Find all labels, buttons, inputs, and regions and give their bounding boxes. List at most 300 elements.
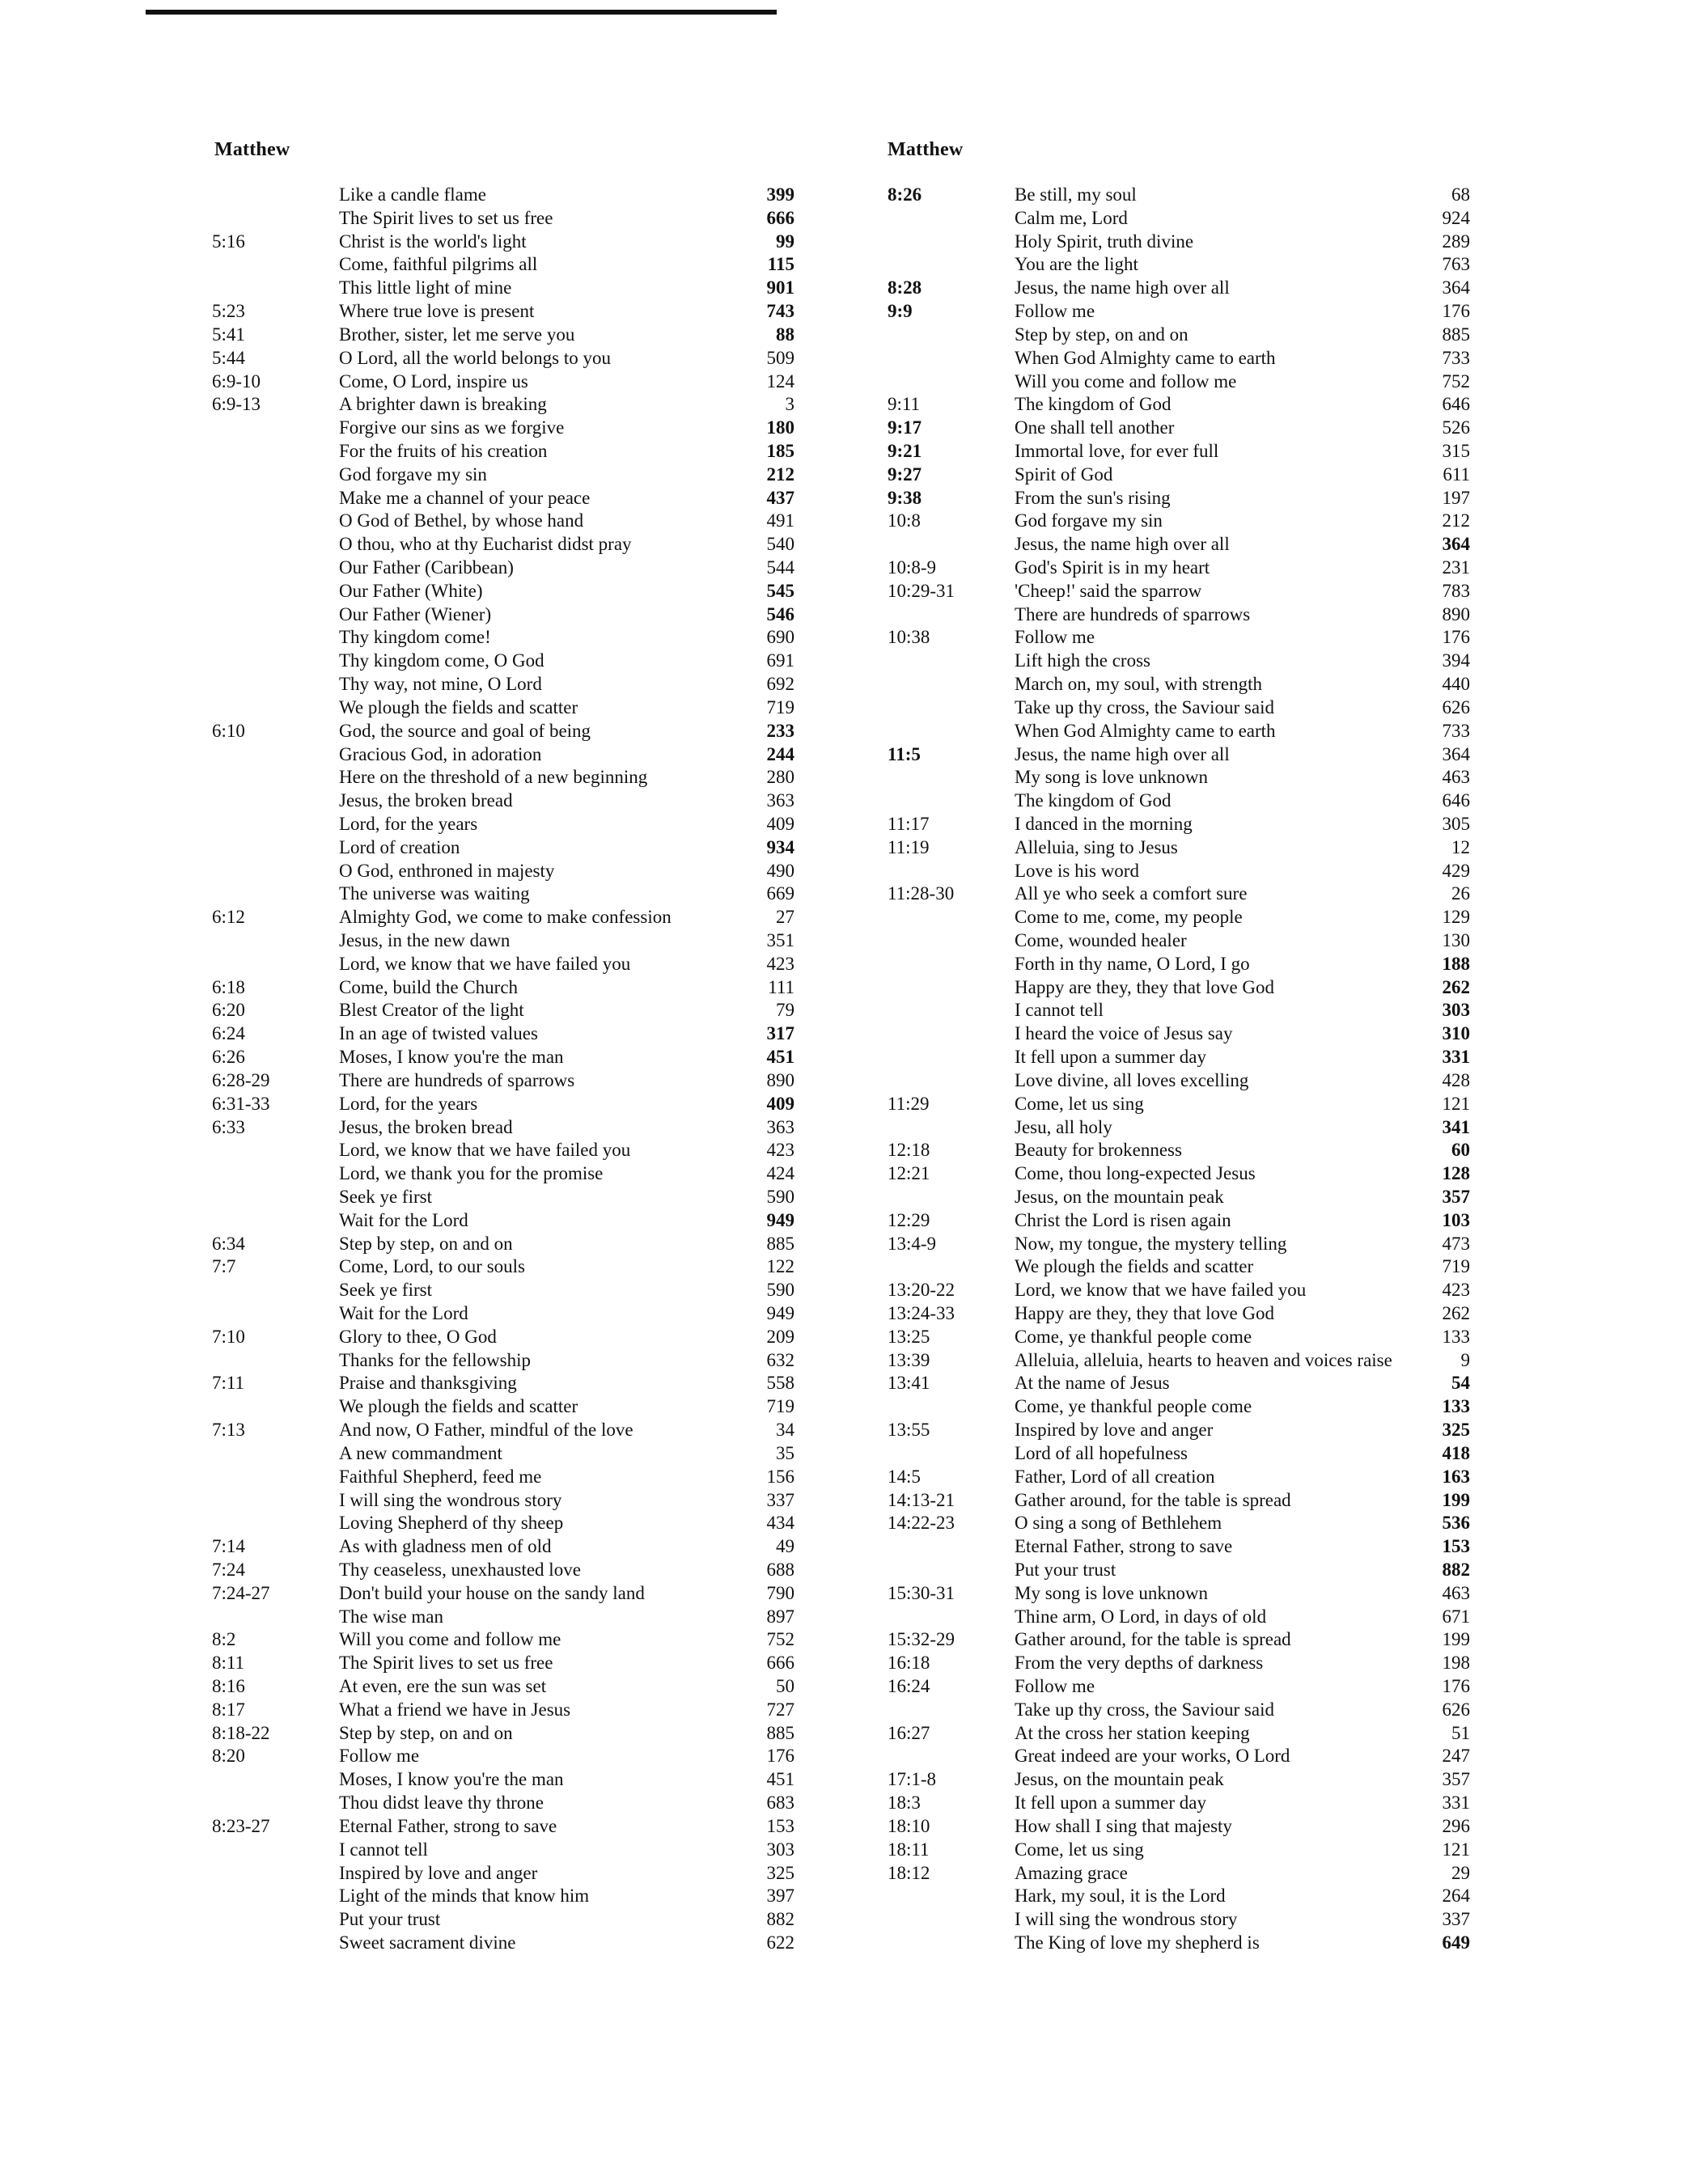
hymn-title: Lord, we know that we have failed you xyxy=(1015,1280,1307,1301)
hymn-number: 50 xyxy=(776,1676,794,1696)
hymn-title: This little light of mine xyxy=(339,277,512,298)
hymn-number: 451 xyxy=(766,1047,794,1068)
index-row xyxy=(212,1349,811,1373)
hymn-title: Lord of all hopefulness xyxy=(1015,1442,1188,1463)
index-row xyxy=(888,882,1478,906)
index-row xyxy=(212,184,811,207)
index-row xyxy=(888,1652,1478,1675)
index-row xyxy=(212,766,811,789)
left-index-column xyxy=(212,184,811,1955)
hymn-title: It fell upon a summer day xyxy=(1015,1792,1206,1814)
hymn-number: 666 xyxy=(766,1653,794,1674)
hymn-number: 357 xyxy=(1442,1186,1470,1207)
hymn-number: 509 xyxy=(766,347,794,368)
hymn-title: I danced in the morning xyxy=(1015,813,1193,834)
index-row xyxy=(212,1466,811,1489)
hymn-number: 341 xyxy=(1442,1116,1470,1137)
scripture-reference: 17:1-8 xyxy=(888,1769,937,1790)
hymn-title: As with gladness men of old xyxy=(339,1536,552,1557)
hymn-number: 233 xyxy=(766,720,794,741)
hymn-number: 364 xyxy=(1442,277,1470,298)
hymn-number: 176 xyxy=(1442,1676,1470,1696)
index-row xyxy=(212,743,811,767)
hymn-title: The universe was waiting xyxy=(339,883,530,904)
index-row xyxy=(888,766,1478,789)
hymn-number: 934 xyxy=(766,836,794,857)
hymn-number: 733 xyxy=(1442,720,1470,741)
hymn-title: Thy kingdom come, O God xyxy=(339,650,544,671)
index-row xyxy=(212,1069,811,1093)
scripture-reference: 15:32-29 xyxy=(888,1629,955,1650)
hymn-title: Our Father (White) xyxy=(339,580,483,601)
scripture-reference: 8:16 xyxy=(212,1676,245,1696)
hymn-number: 632 xyxy=(766,1349,794,1370)
hymn-title: And now, O Father, mindful of the love xyxy=(339,1420,633,1441)
hymn-title: Brother, sister, let me serve you xyxy=(339,324,575,345)
hymn-title: Follow me xyxy=(1015,1676,1095,1696)
hymn-title: Wait for the Lord xyxy=(339,1303,468,1323)
index-row xyxy=(888,906,1478,929)
hymn-number: 666 xyxy=(766,207,794,228)
hymn-title: Love is his word xyxy=(1015,860,1139,881)
index-row xyxy=(212,231,811,254)
index-row xyxy=(212,1209,811,1233)
index-row xyxy=(212,324,811,347)
hymn-number: 649 xyxy=(1442,1932,1470,1953)
hymn-title: Lord of creation xyxy=(339,836,460,857)
scripture-reference: 5:41 xyxy=(212,324,245,345)
hymn-number: 590 xyxy=(766,1280,794,1301)
hymn-title: Eternal Father, strong to save xyxy=(339,1815,557,1836)
index-row xyxy=(888,673,1478,696)
hymn-number: 437 xyxy=(766,487,794,508)
hymn-title: March on, my soul, with strength xyxy=(1015,674,1262,695)
index-row xyxy=(888,1419,1478,1442)
hymn-number: 296 xyxy=(1442,1815,1470,1836)
hymn-number: 247 xyxy=(1442,1746,1470,1767)
hymn-number: 428 xyxy=(1442,1069,1470,1090)
hymn-title: Hark, my soul, it is the Lord xyxy=(1015,1886,1226,1907)
hymn-number: 12 xyxy=(1451,836,1470,857)
index-row xyxy=(212,789,811,813)
scripture-reference: 18:12 xyxy=(888,1862,930,1883)
hymn-title: Take up thy cross, the Saviour said xyxy=(1015,696,1274,717)
hymn-number: 317 xyxy=(766,1023,794,1044)
hymn-number: 315 xyxy=(1442,440,1470,461)
hymn-title: For the fruits of his creation xyxy=(339,440,548,461)
index-row xyxy=(212,347,811,370)
index-row xyxy=(888,813,1478,836)
scripture-reference: 8:18-22 xyxy=(212,1722,270,1743)
hymn-title: Now, my tongue, the mystery telling xyxy=(1015,1233,1287,1254)
hymn-number: 418 xyxy=(1442,1442,1470,1463)
scripture-reference: 8:20 xyxy=(212,1746,245,1767)
hymn-number: 156 xyxy=(766,1466,794,1487)
hymn-number: 924 xyxy=(1442,207,1470,228)
hymn-title: Beauty for brokenness xyxy=(1015,1140,1182,1161)
hymn-number: 544 xyxy=(766,557,794,578)
hymn-number: 882 xyxy=(766,1909,794,1930)
hymn-number: 885 xyxy=(1442,324,1470,345)
index-row xyxy=(888,393,1478,417)
hymn-title: Wait for the Lord xyxy=(339,1209,468,1230)
scripture-reference: 9:9 xyxy=(888,301,913,322)
hymn-number: 491 xyxy=(766,510,794,531)
scripture-reference: 13:24-33 xyxy=(888,1303,955,1323)
hymn-title: Here on the threshold of a new beginning xyxy=(339,767,648,788)
scripture-reference: 6:12 xyxy=(212,907,245,928)
hymn-number: 669 xyxy=(766,883,794,904)
scripture-reference: 8:23-27 xyxy=(212,1815,270,1836)
right-column-heading: Matthew xyxy=(888,139,964,160)
hymn-title: Happy are they, they that love God xyxy=(1015,1303,1275,1323)
hymn-title: I will sing the wondrous story xyxy=(339,1489,562,1510)
scripture-reference: 9:38 xyxy=(888,487,922,508)
hymn-title: When God Almighty came to earth xyxy=(1015,720,1276,741)
scripture-reference: 5:23 xyxy=(212,301,245,322)
hymn-number: 429 xyxy=(1442,860,1470,881)
index-row xyxy=(212,510,811,533)
hymn-title: Light of the minds that know him xyxy=(339,1886,590,1907)
hymn-title: Loving Shepherd of thy sheep xyxy=(339,1513,564,1534)
index-row xyxy=(888,1372,1478,1395)
hymn-number: 526 xyxy=(1442,417,1470,438)
index-row xyxy=(212,906,811,929)
hymn-number: 763 xyxy=(1442,254,1470,275)
hymn-title: 'Cheep!' said the sparrow xyxy=(1015,580,1202,601)
hymn-number: 394 xyxy=(1442,650,1470,671)
hymn-number: 27 xyxy=(776,907,794,928)
hymn-title: Step by step, on and on xyxy=(1015,324,1188,345)
hymn-title: Happy are they, they that love God xyxy=(1015,976,1275,997)
hymn-number: 783 xyxy=(1442,580,1470,601)
index-row xyxy=(212,650,811,673)
hymn-number: 692 xyxy=(766,674,794,695)
hymn-number: 357 xyxy=(1442,1769,1470,1790)
hymn-number: 397 xyxy=(766,1886,794,1907)
scripture-reference: 12:29 xyxy=(888,1209,930,1230)
hymn-number: 3 xyxy=(785,394,794,415)
hymn-number: 683 xyxy=(766,1792,794,1814)
hymn-number: 121 xyxy=(1442,1093,1470,1114)
index-row xyxy=(888,836,1478,860)
index-row xyxy=(212,1233,811,1256)
hymn-title: Forgive our sins as we forgive xyxy=(339,417,565,438)
hymn-title: Come, wounded healer xyxy=(1015,930,1187,950)
index-row xyxy=(888,510,1478,533)
hymn-title: Lord, we thank you for the promise xyxy=(339,1163,604,1184)
index-row xyxy=(212,440,811,463)
scripture-reference: 13:39 xyxy=(888,1349,930,1370)
hymn-title: Take up thy cross, the Saviour said xyxy=(1015,1699,1274,1720)
index-row xyxy=(888,277,1478,300)
scripture-reference: 12:21 xyxy=(888,1163,930,1184)
scripture-reference: 6:20 xyxy=(212,1000,245,1021)
hymn-number: 626 xyxy=(1442,696,1470,717)
index-row xyxy=(888,1116,1478,1140)
scripture-reference: 13:25 xyxy=(888,1326,930,1347)
hymn-number: 646 xyxy=(1442,790,1470,811)
index-row xyxy=(888,487,1478,510)
hymn-title: The wise man xyxy=(339,1606,444,1627)
index-row xyxy=(888,1093,1478,1116)
index-row xyxy=(212,1279,811,1302)
index-row xyxy=(212,1372,811,1395)
index-row xyxy=(888,1233,1478,1256)
hymn-title: Follow me xyxy=(339,1746,420,1767)
hymn-title: Don't build your house on the sandy land xyxy=(339,1582,645,1603)
index-row xyxy=(888,207,1478,231)
hymn-title: Father, Lord of all creation xyxy=(1015,1466,1215,1487)
index-row xyxy=(888,1606,1478,1629)
index-row xyxy=(212,1512,811,1535)
hymn-number: 440 xyxy=(1442,674,1470,695)
index-row xyxy=(888,347,1478,370)
hymn-title: Gather around, for the table is spread xyxy=(1015,1489,1291,1510)
scripture-reference: 7:13 xyxy=(212,1420,245,1441)
hymn-number: 690 xyxy=(766,627,794,648)
hymn-number: 310 xyxy=(1442,1023,1470,1044)
index-row xyxy=(888,1908,1478,1932)
hymn-title: My song is love unknown xyxy=(1015,1582,1208,1603)
hymn-title: Come, Lord, to our souls xyxy=(339,1256,525,1277)
index-row xyxy=(888,953,1478,976)
hymn-number: 611 xyxy=(1443,463,1470,485)
hymn-number: 26 xyxy=(1451,883,1470,904)
scripture-reference: 8:11 xyxy=(212,1653,245,1674)
hymn-title: Moses, I know you're the man xyxy=(339,1769,564,1790)
scripture-reference: 8:17 xyxy=(212,1699,245,1720)
hymn-title: We plough the fields and scatter xyxy=(339,1396,578,1417)
hymn-number: 949 xyxy=(766,1209,794,1230)
hymn-number: 409 xyxy=(766,1093,794,1114)
hymn-title: When God Almighty came to earth xyxy=(1015,347,1276,368)
top-rule xyxy=(146,10,777,15)
index-row xyxy=(888,1722,1478,1746)
hymn-number: 423 xyxy=(766,1140,794,1161)
scripture-reference: 7:10 xyxy=(212,1326,245,1347)
hymn-title: At the name of Jesus xyxy=(1015,1373,1170,1394)
hymn-number: 890 xyxy=(1442,603,1470,624)
index-row xyxy=(212,1792,811,1815)
hymn-title: Our Father (Caribbean) xyxy=(339,557,514,578)
hymn-title: Forth in thy name, O Lord, I go xyxy=(1015,953,1250,974)
hymn-number: 590 xyxy=(766,1186,794,1207)
hymn-title: Make me a channel of your peace xyxy=(339,487,591,508)
hymn-title: Jesus, the broken bread xyxy=(339,1116,513,1137)
index-row xyxy=(212,1932,811,1955)
index-row xyxy=(888,1069,1478,1093)
hymn-number: 124 xyxy=(766,370,794,392)
hymn-number: 133 xyxy=(1442,1396,1470,1417)
hymn-title: Jesu, all holy xyxy=(1015,1116,1112,1137)
index-row xyxy=(212,370,811,394)
hymn-number: 99 xyxy=(776,231,794,252)
hymn-title: Jesus, the name high over all xyxy=(1015,534,1230,555)
hymn-title: There are hundreds of sparrows xyxy=(1015,603,1251,624)
hymn-title: Moses, I know you're the man xyxy=(339,1047,564,1068)
hymn-number: 671 xyxy=(1442,1606,1470,1627)
hymn-number: 305 xyxy=(1442,813,1470,834)
index-row xyxy=(888,1046,1478,1069)
index-row xyxy=(888,696,1478,720)
index-row xyxy=(212,882,811,906)
hymn-number: 646 xyxy=(1442,394,1470,415)
hymn-title: Come, O Lord, inspire us xyxy=(339,370,528,392)
scripture-reference: 16:18 xyxy=(888,1653,930,1674)
scripture-reference: 11:19 xyxy=(888,836,930,857)
hymn-number: 51 xyxy=(1451,1722,1470,1743)
scripture-reference: 6:9-10 xyxy=(212,370,261,392)
hymn-number: 133 xyxy=(1442,1326,1470,1347)
index-row xyxy=(212,1419,811,1442)
hymn-title: Come, thou long-expected Jesus xyxy=(1015,1163,1256,1184)
hymn-number: 463 xyxy=(1442,1582,1470,1603)
hymn-number: 743 xyxy=(766,301,794,322)
index-row xyxy=(888,1302,1478,1326)
scripture-reference: 6:24 xyxy=(212,1023,245,1044)
index-row xyxy=(888,1466,1478,1489)
index-row xyxy=(212,673,811,696)
hymn-number: 153 xyxy=(766,1815,794,1836)
hymn-number: 244 xyxy=(766,743,794,764)
index-row xyxy=(212,1862,811,1886)
hymn-title: From the very depths of darkness xyxy=(1015,1653,1264,1674)
hymn-number: 409 xyxy=(766,813,794,834)
hymn-number: 882 xyxy=(1442,1559,1470,1580)
hymn-title: Immortal love, for ever full xyxy=(1015,440,1219,461)
index-row xyxy=(212,1139,811,1162)
scripture-reference: 9:11 xyxy=(888,394,921,415)
hymn-title: Spirit of God xyxy=(1015,463,1113,485)
hymn-number: 424 xyxy=(766,1163,794,1184)
scripture-reference: 9:21 xyxy=(888,440,922,461)
index-row xyxy=(212,417,811,440)
index-row xyxy=(212,953,811,976)
hymn-title: Thou didst leave thy throne xyxy=(339,1792,544,1814)
scripture-reference: 6:33 xyxy=(212,1116,245,1137)
hymn-number: 199 xyxy=(1442,1629,1470,1650)
hymn-number: 153 xyxy=(1442,1536,1470,1557)
hymn-title: My song is love unknown xyxy=(1015,767,1208,788)
hymn-number: 264 xyxy=(1442,1886,1470,1907)
index-row xyxy=(888,929,1478,953)
hymn-title: Follow me xyxy=(1015,301,1095,322)
scripture-reference: 14:5 xyxy=(888,1466,921,1487)
hymn-title: It fell upon a summer day xyxy=(1015,1047,1206,1068)
index-row xyxy=(888,1255,1478,1279)
hymn-title: We plough the fields and scatter xyxy=(1015,1256,1254,1277)
hymn-number: 231 xyxy=(1442,557,1470,578)
index-row xyxy=(212,999,811,1022)
scripture-reference: 6:31-33 xyxy=(212,1093,270,1114)
hymn-title: Sweet sacrament divine xyxy=(339,1932,516,1953)
hymn-number: 289 xyxy=(1442,231,1470,252)
hymn-number: 719 xyxy=(766,1396,794,1417)
scripture-reference: 6:9-13 xyxy=(212,394,261,415)
index-row xyxy=(888,1139,1478,1162)
index-row xyxy=(888,1932,1478,1955)
hymn-title: I heard the voice of Jesus say xyxy=(1015,1023,1233,1044)
index-row xyxy=(888,370,1478,394)
index-row xyxy=(212,580,811,603)
hymn-title: Lift high the cross xyxy=(1015,650,1150,671)
scripture-reference: 13:20-22 xyxy=(888,1280,955,1301)
index-row xyxy=(888,743,1478,767)
hymn-title: What a friend we have in Jesus xyxy=(339,1699,571,1720)
hymn-number: 331 xyxy=(1442,1047,1470,1068)
scripture-reference: 18:11 xyxy=(888,1839,930,1860)
hymn-title: Seek ye first xyxy=(339,1280,432,1301)
scripture-reference: 14:13-21 xyxy=(888,1489,955,1510)
index-row xyxy=(888,999,1478,1022)
index-row xyxy=(888,231,1478,254)
hymn-title: Come to me, come, my people xyxy=(1015,907,1243,928)
index-row xyxy=(888,1675,1478,1699)
hymn-title: Come, let us sing xyxy=(1015,1093,1144,1114)
hymn-title: I cannot tell xyxy=(339,1839,428,1860)
hymn-title: The kingdom of God xyxy=(1015,394,1172,415)
index-row xyxy=(212,1535,811,1559)
hymn-title: God forgave my sin xyxy=(339,463,487,485)
hymn-title: How shall I sing that majesty xyxy=(1015,1815,1232,1836)
hymn-title: Lord, for the years xyxy=(339,813,478,834)
index-row xyxy=(212,860,811,883)
scripture-reference: 5:44 xyxy=(212,347,245,368)
scripture-reference: 13:55 xyxy=(888,1420,930,1441)
hymn-number: 280 xyxy=(766,767,794,788)
hymn-title: Thine arm, O Lord, in days of old xyxy=(1015,1606,1267,1627)
index-row xyxy=(888,533,1478,557)
index-row xyxy=(888,1815,1478,1839)
index-row xyxy=(212,1255,811,1279)
index-row xyxy=(212,1768,811,1792)
hymn-title: Jesus, the name high over all xyxy=(1015,743,1230,764)
scripture-reference: 7:7 xyxy=(212,1256,236,1277)
scripture-reference: 18:10 xyxy=(888,1815,930,1836)
hymn-title: Love divine, all loves excelling xyxy=(1015,1069,1249,1090)
index-row xyxy=(212,1559,811,1582)
hymn-number: 331 xyxy=(1442,1792,1470,1814)
hymn-title: O God of Bethel, by whose hand xyxy=(339,510,584,531)
hymn-number: 558 xyxy=(766,1373,794,1394)
hymn-title: We plough the fields and scatter xyxy=(339,696,578,717)
hymn-number: 536 xyxy=(1442,1513,1470,1534)
hymn-number: 176 xyxy=(766,1746,794,1767)
index-row xyxy=(888,1279,1478,1302)
index-row xyxy=(888,1535,1478,1559)
hymn-number: 622 xyxy=(766,1932,794,1953)
hymn-title: The Spirit lives to set us free xyxy=(339,207,553,228)
hymn-title: Jesus, the name high over all xyxy=(1015,277,1230,298)
hymn-title: Will you come and follow me xyxy=(1015,370,1237,392)
hymn-number: 363 xyxy=(766,1116,794,1137)
scripture-reference: 7:11 xyxy=(212,1373,245,1394)
hymn-title: Come, ye thankful people come xyxy=(1015,1396,1252,1417)
hymn-title: Inspired by love and anger xyxy=(1015,1420,1214,1441)
hymn-number: 733 xyxy=(1442,347,1470,368)
scripture-reference: 6:28-29 xyxy=(212,1069,270,1090)
hymn-number: 545 xyxy=(766,580,794,601)
index-row xyxy=(888,440,1478,463)
index-row xyxy=(888,976,1478,1000)
hymn-number: 949 xyxy=(766,1303,794,1323)
hymn-title: O God, enthroned in majesty xyxy=(339,860,555,881)
hymn-title: God, the source and goal of being xyxy=(339,720,591,741)
hymn-number: 198 xyxy=(1442,1653,1470,1674)
index-row xyxy=(888,253,1478,277)
hymn-title: All ye who seek a comfort sure xyxy=(1015,883,1248,904)
